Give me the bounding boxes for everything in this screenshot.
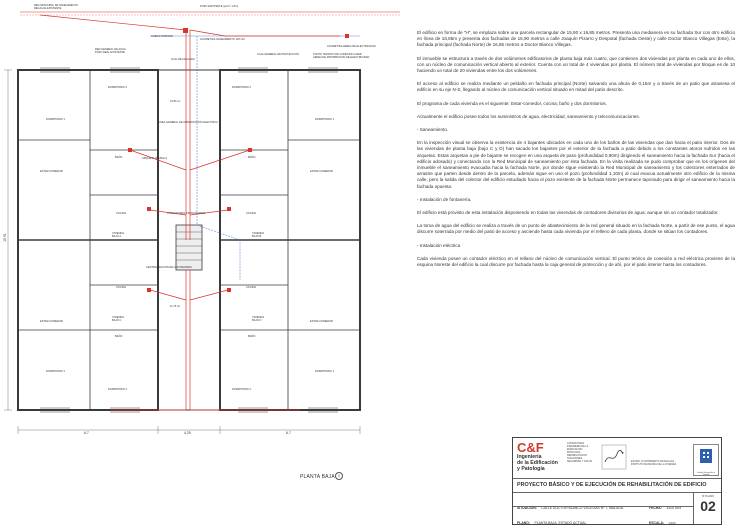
room-vivienda-a: VIVIENDA BAJO A (112, 232, 125, 238)
dim-height: 15.91 (2, 233, 7, 242)
client-logo-label: Instituto Municipal de la Vivienda (697, 472, 715, 476)
annotation-acometida-san: ACOMETIDA SANEAMIENTO 125 CIC (200, 38, 246, 41)
logo-small-text: CONSULTORIA INGENIERIA DE LA EDIFICACION PATOLOGIA REHABILITACION TASACIONES SEGURIDAD Y SALUD (567, 442, 593, 463)
description-paragraph: La toma de agua del edificio se realiza a través de un punto de abastecimiento de la red general situado en la fachada Norte, a partir de ese punto, el agua discurre soterrada por medio del patio de acceso y asciende hasta cada vivienda por el relleno de cada planta, donde se sitúan los contadores. (417, 223, 735, 235)
left-block (18, 70, 158, 410)
building-icon (694, 445, 718, 467)
description-paragraph: El programa de cada vivienda es el siguiente: Estar-comedor, cocina; baño y dos dormitorios. (417, 100, 607, 106)
annotation-centralizacion: CENTRALIZACION DE CONTADORES (146, 266, 192, 269)
room-estar-br: ESTAR-COMEDOR (310, 320, 333, 323)
room-bano-bl: BAÑO (115, 335, 123, 338)
description-paragraph: El acceso al edificio se realiza mediante un peldaño en fachada principal (Norte) salvando una altura de 0,15m y a través de un patio que atraviesa el edificio en su eje N-S, llegando al núcleo de comunicación vertical situado en mitad del patio descrito. (417, 81, 735, 93)
room-estar-bl: ESTAR-COMEDOR (40, 320, 63, 323)
annotation-pozo: POZO EXISTENTE (prof.= 1.8m) (200, 5, 239, 8)
room-bano-tr: BAÑO (248, 156, 256, 159)
room-bano-br: BAÑO (248, 335, 256, 338)
section-heading: - Instalación de fontanería. (417, 196, 472, 202)
room-cocina-br: COCINA (246, 286, 257, 289)
annotation-punto-teorico: PUNTO TEORICO DE CONEXION A RED AEREA DE DISTRIBUCION DE ELECTRICIDAD (313, 53, 370, 59)
room-estar-tl: ESTAR-COMEDOR (40, 170, 63, 173)
patio-area-top: 10.84 m² (170, 100, 181, 103)
patio-area-bottom: 11.76 m² (170, 305, 181, 308)
plan-caption: PLANTA BAJA (300, 474, 335, 480)
description-paragraph: El edificio está provisto de esta instalación disponiendo en todas las viviendas de contadores divisorios de agua; aunque sin un contador totalizador. (417, 210, 719, 216)
annotation-contadores: CONTADORES DIVISIONARIOS (167, 212, 206, 215)
room-dormitorio-1-tr: DORMITORIO 1 (315, 118, 334, 121)
room-bano-tl: BAÑO (115, 156, 123, 159)
room-cocina-bl: COCINA (116, 286, 127, 289)
caption-mark: 1 (335, 472, 343, 480)
room-cocina-tl: COCINA (116, 212, 127, 215)
fecha-value: JULIO 2016 (666, 506, 682, 510)
dim-center: 4.25 (184, 431, 191, 435)
plano-number: 02 (700, 498, 716, 514)
situacion-value: CALLE DOCTOR BLANCO VILLEGAS Nº 7, MALAGA (541, 506, 624, 510)
annotation-red-general: RED GENERAL DE AGUA POZO REAL EXISTENTE (95, 48, 126, 54)
fecha-label: FECHA: (649, 506, 662, 510)
escala-value: 1/100 (668, 521, 676, 525)
room-dormitorio-1-br: DORMITORIO 1 (315, 370, 334, 373)
client-logo (693, 444, 719, 476)
description-panel (417, 30, 735, 275)
room-dormitorio-1-bl: DORMITORIO 1 (46, 370, 65, 373)
room-vivienda-d: VIVIENDA BAJO D (252, 316, 265, 322)
plano-number-label: Nº PLANO (701, 495, 715, 498)
description-paragraph: El edificio en forma de "H", se emplaza sobre una parcela rectangular de 15,90 x 16,85 metros. Presenta una medianera en su fachada Sur con otro edificio en línea de 16,85m y presenta dos fachadas de 15,90 metros a calle Joaquín Pizarro y Despotal (fachada Oeste) y calle Doctor Blanco Villegas (Este), la fachada principal (fachada Norte) de 16,85 metros a Doctor Blanco Villegas. (417, 30, 735, 48)
escala (649, 511, 676, 529)
company-logo (517, 441, 565, 477)
annotation-acometida-elec: ACOMETIDA AEREA DE ELECTRICIDAD (327, 45, 376, 48)
logo-line-3: y Patología (517, 466, 545, 472)
section-heading: - Instalación eléctrica (417, 242, 461, 248)
description-paragraph: El inmueble se estructura a través de dos volúmenes edificatorios de planta baja más cuatro, que contienen dos viviendas por planta en cada uno de ellos, con un núcleo de comunicación vertical abierto al exterior. Cuenta con un total de 4 viviendas por planta. El número total de viviendas por bloque es de 10 haciendo un total de 20 viviendas entre los dos volúmenes. (417, 55, 735, 74)
dim-left: 6.7 (84, 431, 89, 435)
situacion-label: SITUACIÓN: (517, 506, 537, 510)
section-heading: - Saneamiento. (417, 127, 449, 133)
right-block (220, 70, 360, 410)
plano-label: PLANO: (517, 521, 530, 525)
room-dormitorio-2-tr: DORMITORIO 2 (232, 86, 251, 89)
description-paragraph: Cada vivienda posee un contador eléctrico en el rellano del núcleo de comunicación vertical. El punto teórico de conexión a red eléctrica proviene de la esquina Noreste del edificio la cual discurre por fachada hasta la caja general de protección y de ahí, por el patio interior hasta los contadores. (417, 255, 735, 268)
annotation-hueco: HUECO TRATADO (151, 35, 174, 38)
annotation-ojal: OJAL DE FACHADA (171, 58, 195, 61)
room-dormitorio-2-bl: DORMITORIO 2 (108, 388, 127, 391)
room-estar-tr: ESTAR-COMEDOR (310, 170, 333, 173)
logo-line-2: de la Edificación (517, 460, 558, 466)
logo-main: C&F (517, 440, 544, 455)
service-markers (128, 28, 349, 292)
escala-label: ESCALA: (649, 521, 665, 525)
signature-icon (601, 444, 627, 470)
project-title: PROYECTO BÁSICO Y DE EJECUCIÓN DE REHABILITACIÓN DE EDIFICIO (517, 482, 707, 488)
description-paragraph: Actualmente el edificio posee todos los suministros de agua, electricidad, saneamiento y telecomunicaciones. (417, 113, 640, 119)
dim-right: 6.7 (286, 431, 291, 435)
annotation-linea-general: LINEA GENERAL DE ALIMENTACION ELECTRICA (158, 121, 218, 124)
room-cocina-tr: COCINA (246, 212, 257, 215)
room-dormitorio-2-br: DORMITORIO 2 (232, 388, 251, 391)
room-vivienda-b: VIVIENDA BAJO B (252, 232, 265, 238)
room-dormitorio-1-tl: DORMITORIO 1 (46, 118, 65, 121)
annotation-red-municipal: RED MUNICIPAL DE SANEAMIENTO RECALCE EXISTENTE (34, 4, 78, 10)
title-block (512, 437, 722, 525)
water-lines (197, 36, 240, 280)
logo-line-1: Ingeniería (517, 454, 542, 460)
annotation-arqueta: ARQUETA (50x50cm) (142, 157, 168, 160)
plano-value: PLANTA BAJA. ESTADO ACTUAL (534, 521, 587, 525)
plano (517, 511, 586, 529)
description-paragraph: En la inspección visual se observa la existencia de 4 bajantes ubicados en cada uno de los baños de las viviendas que dan hacia el patio interior. Dos de las viviendas de planta baja (bajo C y D) han sacado los bajantes por el exterior de la fachada a patio debido a los constantes atoros sufridos en las arquetas. Estas arquetas a pie de bajante se recogen en una arqueta de paso (profundidad 0,90m) dirigiendo el saneamiento hacia la fachada Sur (hacia el edificio adosado) y conectando con la Red Municipal de saneamiento por ésta fachada. En la visita realizada se pudo comprobar que en los orígenes del inmueble el saneamiento evacuaba hacia la fachada Norte, por donde sigue existiendo la Red Municipal de saneamiento y los colectores enterrados de arrastre que parten desde dentro de la parcela, además sigue en uso el pozo (profundidad 1,10m) al cual evacua actualmente otro edificio de la misma calle, pero la salida del colector del edificio estudiado hacia el pozo existente de la fachada Norte permanece taponado para dirigir el saneamiento hacia la fachada opuesta. (417, 140, 735, 189)
room-dormitorio-2-tl: DORMITORIO 2 (108, 86, 127, 89)
client-small-text: EXCMO. AYUNTAMIENTO DE MALAGA INSTITUTO MUNICIPAL DE LA VIVIENDA (631, 460, 677, 466)
room-vivienda-c: VIVIENDA BAJO C (112, 316, 125, 322)
annotation-caja-general: CAJA GENERAL DE PROTECCION (257, 53, 299, 56)
